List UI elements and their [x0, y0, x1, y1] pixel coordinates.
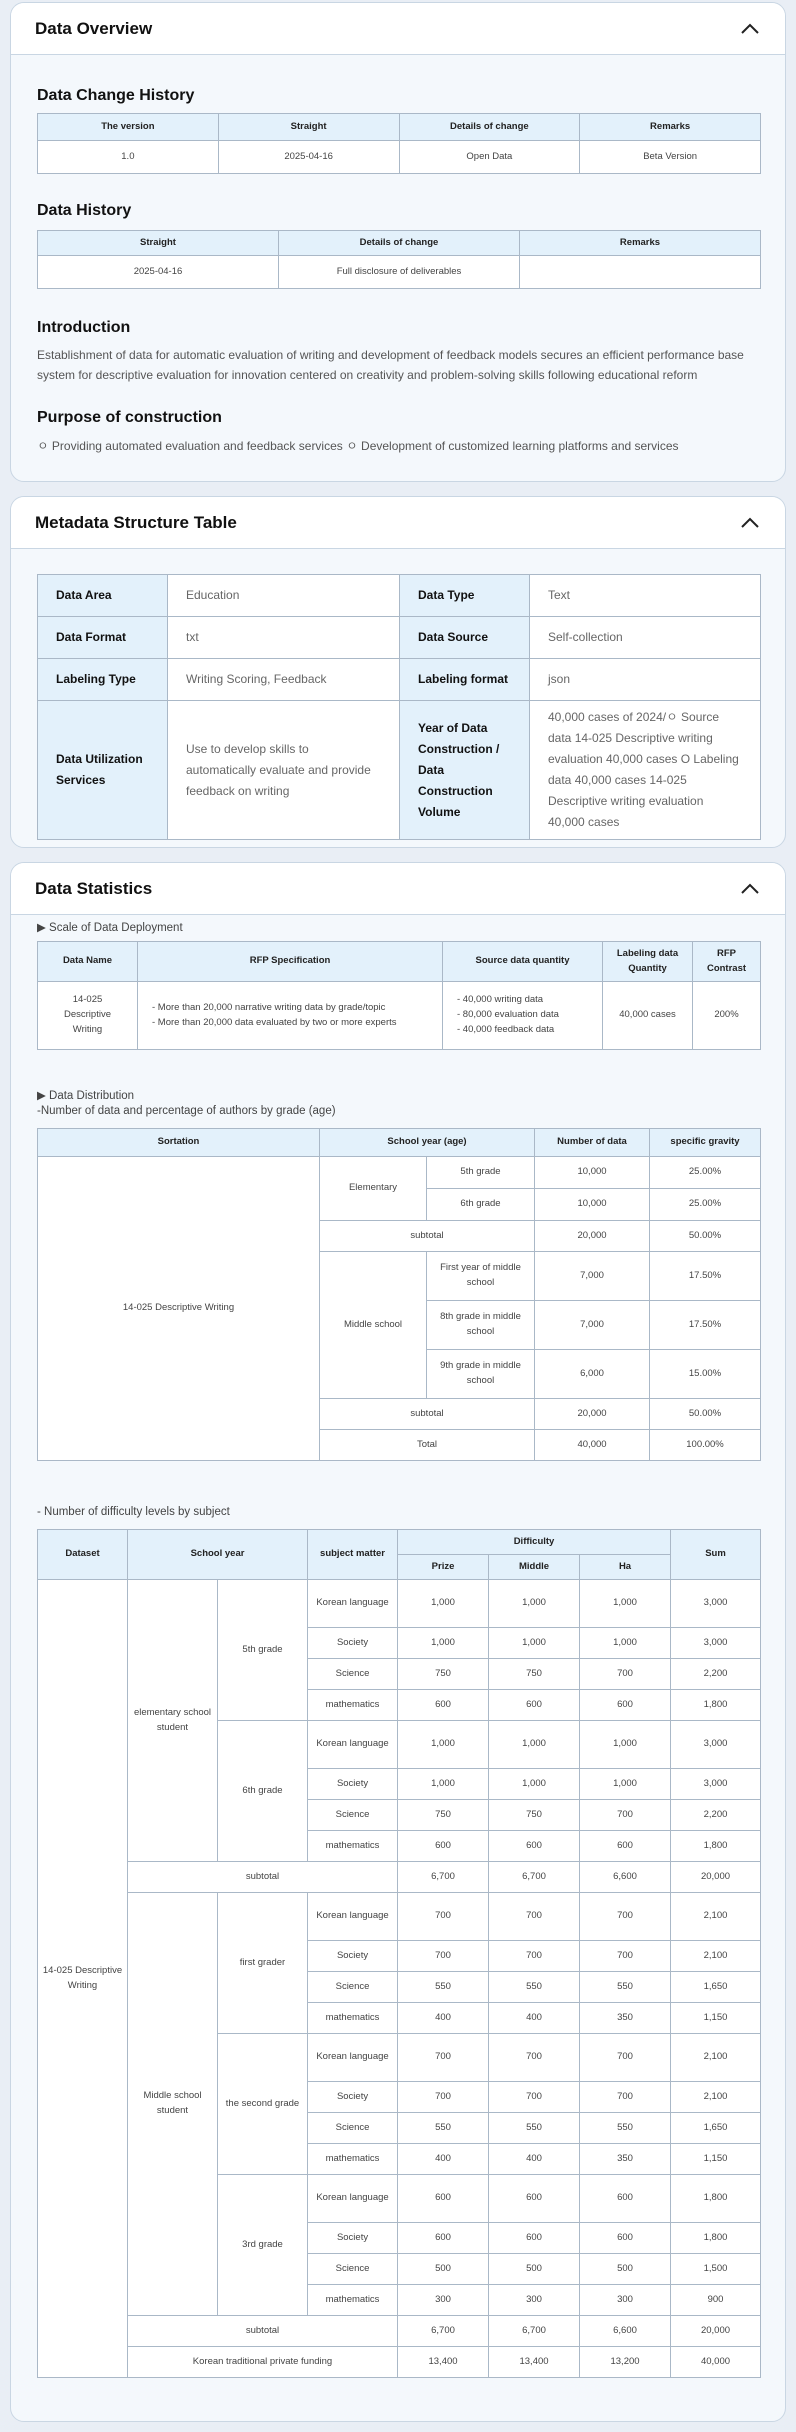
source-line: - 80,000 evaluation data: [457, 1009, 559, 1021]
table-cell: 700: [489, 1941, 580, 1972]
meta-value: Use to develop skills to automatically evaluate and provide feedback on writing: [168, 701, 400, 840]
col-header: Middle: [489, 1555, 580, 1580]
introduction-title: Introduction: [37, 319, 131, 336]
table-cell: 1,000: [580, 1769, 671, 1800]
section-title: Metadata Structure Table: [35, 512, 237, 532]
meta-key: Data Source: [400, 617, 530, 659]
table-row: [38, 1893, 761, 1941]
table-cell: 1,650: [671, 1972, 761, 2003]
table-cell: 25.00%: [650, 1189, 761, 1221]
table-cell: 7,000: [535, 1301, 650, 1350]
table-cell: 550: [489, 1972, 580, 2003]
table-cell: subtotal: [320, 1399, 535, 1430]
table-cell: Science: [308, 1659, 398, 1690]
table-cell: 20,000: [535, 1399, 650, 1430]
source-line: - 40,000 writing data: [457, 994, 544, 1006]
table-cell: Korean language: [308, 1721, 398, 1769]
table-cell: 600: [580, 1831, 671, 1862]
table-cell: 2,100: [671, 1893, 761, 1941]
metadata-header[interactable]: [11, 497, 785, 549]
table-cell: 400: [489, 2003, 580, 2034]
table-cell: 9th grade in middle school: [427, 1350, 535, 1399]
distribution-table: [37, 1128, 761, 1461]
table-cell: 750: [489, 1800, 580, 1831]
table-cell: 6,700: [489, 1862, 580, 1893]
col-header: Sortation: [38, 1129, 320, 1157]
table-cell: 2,200: [671, 1800, 761, 1831]
col-header: Remarks: [520, 231, 761, 256]
table-cell: 750: [489, 1659, 580, 1690]
table-cell: 40,000 cases: [603, 982, 693, 1050]
table-cell: 400: [489, 2144, 580, 2175]
table-cell: 6th grade: [427, 1189, 535, 1221]
table-cell: 7,000: [535, 1252, 650, 1301]
col-header: Difficulty: [398, 1530, 671, 1555]
table-cell: 300: [489, 2285, 580, 2316]
table-cell: 14-025 Descriptive Writing: [38, 1157, 320, 1461]
distribution-label: ▶ Data Distribution: [37, 1090, 135, 1102]
col-header: Labeling data Quantity: [603, 942, 693, 982]
table-cell: 900: [671, 2285, 761, 2316]
table-cell: Society: [308, 1941, 398, 1972]
table-cell: 700: [580, 1893, 671, 1941]
table-cell: subtotal: [128, 2316, 398, 2347]
table-cell: 3,000: [671, 1628, 761, 1659]
table-cell: 1,150: [671, 2003, 761, 2034]
col-header: RFP Contrast: [693, 942, 761, 982]
metadata-card: [10, 496, 786, 848]
table-cell: 1,000: [398, 1769, 489, 1800]
col-header: Remarks: [580, 114, 761, 141]
table-cell: 400: [398, 2144, 489, 2175]
table-cell: 5th grade: [218, 1580, 308, 1721]
introduction-text: Establishment of data for automatic evaluation of writing and development of feedback models secures an efficient performance base system for descriptive evaluation for innovation centered on creativity and problem-solving skills following educational reform: [37, 348, 744, 383]
table-cell: 600: [398, 1831, 489, 1862]
table-row: [38, 617, 761, 659]
table-cell: 700: [398, 1941, 489, 1972]
table-cell: mathematics: [308, 1690, 398, 1721]
col-header: Ha: [580, 1555, 671, 1580]
table-cell: 14-025 Descriptive Writing: [38, 1580, 128, 2378]
table-cell: 1,000: [398, 1580, 489, 1628]
col-header: Details of change: [279, 231, 520, 256]
table-cell: 1,000: [580, 1580, 671, 1628]
chevron-up-icon[interactable]: [739, 878, 761, 900]
table-cell: 600: [489, 1831, 580, 1862]
table-cell: Korean language: [308, 2175, 398, 2223]
table-cell: Science: [308, 1800, 398, 1831]
table-cell: 700: [489, 2034, 580, 2082]
table-cell: 600: [398, 2223, 489, 2254]
table-cell: 25.00%: [650, 1157, 761, 1189]
table-cell: 20,000: [671, 1862, 761, 1893]
data-overview-card: [10, 2, 786, 482]
table-cell: Science: [308, 2254, 398, 2285]
table-cell: 1.0: [38, 141, 219, 174]
difficulty-table: [37, 1529, 761, 2378]
table-cell: 700: [580, 2034, 671, 2082]
table-cell: 13,400: [489, 2347, 580, 2378]
col-header: Details of change: [399, 114, 580, 141]
table-cell: 550: [398, 1972, 489, 2003]
table-cell: Korean language: [308, 2034, 398, 2082]
table-cell: Middle school: [320, 1252, 427, 1399]
table-cell: 1,800: [671, 2223, 761, 2254]
table-cell: 550: [580, 2113, 671, 2144]
table-cell: [138, 982, 443, 1050]
table-cell: 600: [398, 2175, 489, 2223]
table-cell: 6,000: [535, 1350, 650, 1399]
scale-table: [37, 941, 761, 1050]
meta-value: Education: [168, 575, 400, 617]
meta-value: Text: [530, 575, 761, 617]
table-cell: 500: [398, 2254, 489, 2285]
table-cell: 3,000: [671, 1721, 761, 1769]
table-cell: 700: [398, 2082, 489, 2113]
col-header: subject matter: [308, 1530, 398, 1580]
difficulty-label: - Number of difficulty levels by subject: [37, 1506, 230, 1518]
table-cell: 40,000: [535, 1430, 650, 1461]
table-cell: first grader: [218, 1893, 308, 2034]
table-cell: 1,000: [489, 1628, 580, 1659]
table-cell: 13,400: [398, 2347, 489, 2378]
col-header: RFP Specification: [138, 942, 443, 982]
table-cell: 400: [398, 2003, 489, 2034]
meta-value: Writing Scoring, Feedback: [168, 659, 400, 701]
table-cell: 6,600: [580, 2316, 671, 2347]
table-row: [38, 982, 761, 1050]
table-cell: mathematics: [308, 2144, 398, 2175]
col-header: The version: [38, 114, 219, 141]
meta-value: json: [530, 659, 761, 701]
table-cell: 3,000: [671, 1580, 761, 1628]
table-cell: 700: [489, 1893, 580, 1941]
table-cell: subtotal: [128, 1862, 398, 1893]
table-row: [38, 575, 761, 617]
table-cell: 1,150: [671, 2144, 761, 2175]
col-header: Straight: [218, 114, 399, 141]
table-cell: 600: [398, 1690, 489, 1721]
table-cell: 1,000: [398, 1628, 489, 1659]
table-cell: Korean language: [308, 1893, 398, 1941]
col-header: specific gravity: [650, 1129, 761, 1157]
table-cell: Society: [308, 1769, 398, 1800]
meta-key: Labeling format: [400, 659, 530, 701]
table-cell: 300: [398, 2285, 489, 2316]
table-cell: 600: [580, 2223, 671, 2254]
chevron-up-icon[interactable]: [739, 18, 761, 40]
table-cell: 1,650: [671, 2113, 761, 2144]
table-row: [38, 2316, 761, 2347]
table-cell: 1,800: [671, 1831, 761, 1862]
table-cell: 1,000: [580, 1721, 671, 1769]
table-cell: 2,100: [671, 2034, 761, 2082]
table-cell: 14-025 Descriptive Writing: [38, 982, 138, 1050]
col-header: School year (age): [320, 1129, 535, 1157]
section-title: Data Overview: [35, 18, 153, 38]
table-cell: 1,800: [671, 1690, 761, 1721]
table-cell: 700: [580, 2082, 671, 2113]
table-cell: 2,100: [671, 1941, 761, 1972]
table-row: [38, 2347, 761, 2378]
table-cell: 20,000: [535, 1221, 650, 1252]
meta-value: txt: [168, 617, 400, 659]
data-statistics-header[interactable]: [11, 863, 785, 915]
table-cell: 700: [580, 1800, 671, 1831]
table-cell: 3,000: [671, 1769, 761, 1800]
purpose-title: Purpose of construction: [37, 409, 222, 426]
meta-value: Self-collection: [530, 617, 761, 659]
meta-key: Year of Data Construction / Data Construction Volume: [400, 701, 530, 840]
table-cell: 700: [580, 1941, 671, 1972]
table-cell: subtotal: [320, 1221, 535, 1252]
table-cell: 100.00%: [650, 1430, 761, 1461]
table-cell: Beta Version: [580, 141, 761, 174]
table-cell: 1,000: [489, 1580, 580, 1628]
chevron-up-icon[interactable]: [739, 512, 761, 534]
table-cell: Science: [308, 2113, 398, 2144]
change-history-title: Data Change History: [37, 87, 195, 104]
table-cell: 700: [398, 1893, 489, 1941]
data-history-title: Data History: [37, 202, 132, 219]
table-cell: Elementary: [320, 1157, 427, 1221]
table-cell: Total: [320, 1430, 535, 1461]
table-cell: 1,000: [398, 1721, 489, 1769]
meta-key: Labeling Type: [38, 659, 168, 701]
table-cell: Middle school student: [128, 1893, 218, 2316]
rfp-line: - More than 20,000 data evaluated by two or more experts: [152, 1016, 397, 1028]
table-cell: 1,000: [489, 1721, 580, 1769]
table-cell: 600: [489, 2223, 580, 2254]
table-cell: 500: [489, 2254, 580, 2285]
table-cell: 20,000: [671, 2316, 761, 2347]
col-header: Straight: [38, 231, 279, 256]
table-cell: 1,000: [580, 1628, 671, 1659]
table-cell: 1,500: [671, 2254, 761, 2285]
table-cell: Society: [308, 2082, 398, 2113]
data-overview-header[interactable]: [11, 3, 785, 55]
table-cell: Open Data: [399, 141, 580, 174]
table-cell: 6th grade: [218, 1721, 308, 1862]
table-cell: 750: [398, 1800, 489, 1831]
table-cell: 6,700: [398, 1862, 489, 1893]
table-cell: 350: [580, 2003, 671, 2034]
section-title: Data Statistics: [35, 878, 153, 898]
table-cell: 500: [580, 2254, 671, 2285]
table-cell: 17.50%: [650, 1252, 761, 1301]
col-header: Number of data: [535, 1129, 650, 1157]
table-cell: Science: [308, 1972, 398, 2003]
table-row: [38, 141, 761, 174]
table-cell: 350: [580, 2144, 671, 2175]
table-cell: the second grade: [218, 2034, 308, 2175]
table-cell: 3rd grade: [218, 2175, 308, 2316]
table-row: [38, 1157, 761, 1189]
table-cell: 550: [580, 1972, 671, 2003]
table-cell: 2025-04-16: [38, 256, 279, 289]
rfp-line: - More than 20,000 narrative writing data by grade/topic: [152, 1001, 386, 1013]
table-cell: 200%: [693, 982, 761, 1050]
table-cell: First year of middle school: [427, 1252, 535, 1301]
table-cell: 6,700: [489, 2316, 580, 2347]
table-cell: 700: [398, 2034, 489, 2082]
table-cell: 8th grade in middle school: [427, 1301, 535, 1350]
data-history-table: [37, 230, 761, 289]
meta-key: Data Area: [38, 575, 168, 617]
table-row: [38, 701, 761, 840]
col-header: Source data quantity: [443, 942, 603, 982]
col-header: Dataset: [38, 1530, 128, 1580]
table-cell: 50.00%: [650, 1221, 761, 1252]
table-row: [38, 1580, 761, 1628]
table-cell: [443, 982, 603, 1050]
table-cell: 2,100: [671, 2082, 761, 2113]
meta-key: Data Type: [400, 575, 530, 617]
col-header: School year: [128, 1530, 308, 1580]
table-cell: 1,000: [489, 1769, 580, 1800]
table-cell: mathematics: [308, 2003, 398, 2034]
table-cell: 10,000: [535, 1157, 650, 1189]
meta-key: Data Format: [38, 617, 168, 659]
meta-value: 40,000 cases of 2024/ㅇ Source data 14-025 Descriptive writing evaluation 40,000 cases O Labeling data 40,000 cases 14-025 Descriptive writing evaluation 40,000 cases: [530, 701, 761, 840]
table-cell: 600: [489, 2175, 580, 2223]
table-cell: Full disclosure of deliverables: [279, 256, 520, 289]
table-cell: Society: [308, 2223, 398, 2254]
table-cell: 550: [489, 2113, 580, 2144]
table-cell: 550: [398, 2113, 489, 2144]
col-header: Sum: [671, 1530, 761, 1580]
table-cell: 600: [580, 2175, 671, 2223]
table-cell: 17.50%: [650, 1301, 761, 1350]
table-cell: 6,600: [580, 1862, 671, 1893]
table-row: [38, 659, 761, 701]
metadata-table: [37, 574, 761, 840]
table-cell: 13,200: [580, 2347, 671, 2378]
data-statistics-card: [10, 862, 786, 2422]
col-header: Prize: [398, 1555, 489, 1580]
table-cell: 600: [580, 1690, 671, 1721]
table-cell: elementary school student: [128, 1580, 218, 1862]
table-cell: 15.00%: [650, 1350, 761, 1399]
table-cell: Korean traditional private funding: [128, 2347, 398, 2378]
table-cell: mathematics: [308, 1831, 398, 1862]
table-cell: 700: [580, 1659, 671, 1690]
table-cell: 1,800: [671, 2175, 761, 2223]
meta-key: Data Utilization Services: [38, 701, 168, 840]
purpose-text: ㅇ Providing automated evaluation and feedback services ㅇ Development of customized learning platforms and services: [37, 439, 679, 453]
col-header: Data Name: [38, 942, 138, 982]
scale-label: ▶ Scale of Data Deployment: [37, 922, 183, 934]
change-history-table: [37, 113, 761, 174]
table-cell: 2025-04-16: [218, 141, 399, 174]
table-cell: Society: [308, 1628, 398, 1659]
table-cell: 2,200: [671, 1659, 761, 1690]
table-cell: mathematics: [308, 2285, 398, 2316]
table-cell: 600: [489, 1690, 580, 1721]
source-line: - 40,000 feedback data: [457, 1023, 555, 1035]
table-cell: 300: [580, 2285, 671, 2316]
table-cell: 750: [398, 1659, 489, 1690]
table-cell: 5th grade: [427, 1157, 535, 1189]
table-row: [38, 256, 761, 289]
table-cell: 700: [489, 2082, 580, 2113]
table-cell: 10,000: [535, 1189, 650, 1221]
table-cell: 50.00%: [650, 1399, 761, 1430]
table-cell: 40,000: [671, 2347, 761, 2378]
table-row: [38, 1862, 761, 1893]
table-cell: Korean language: [308, 1580, 398, 1628]
table-cell: 6,700: [398, 2316, 489, 2347]
table-cell: [520, 256, 761, 289]
distribution-subtitle: -Number of data and percentage of authors by grade (age): [37, 1105, 336, 1117]
